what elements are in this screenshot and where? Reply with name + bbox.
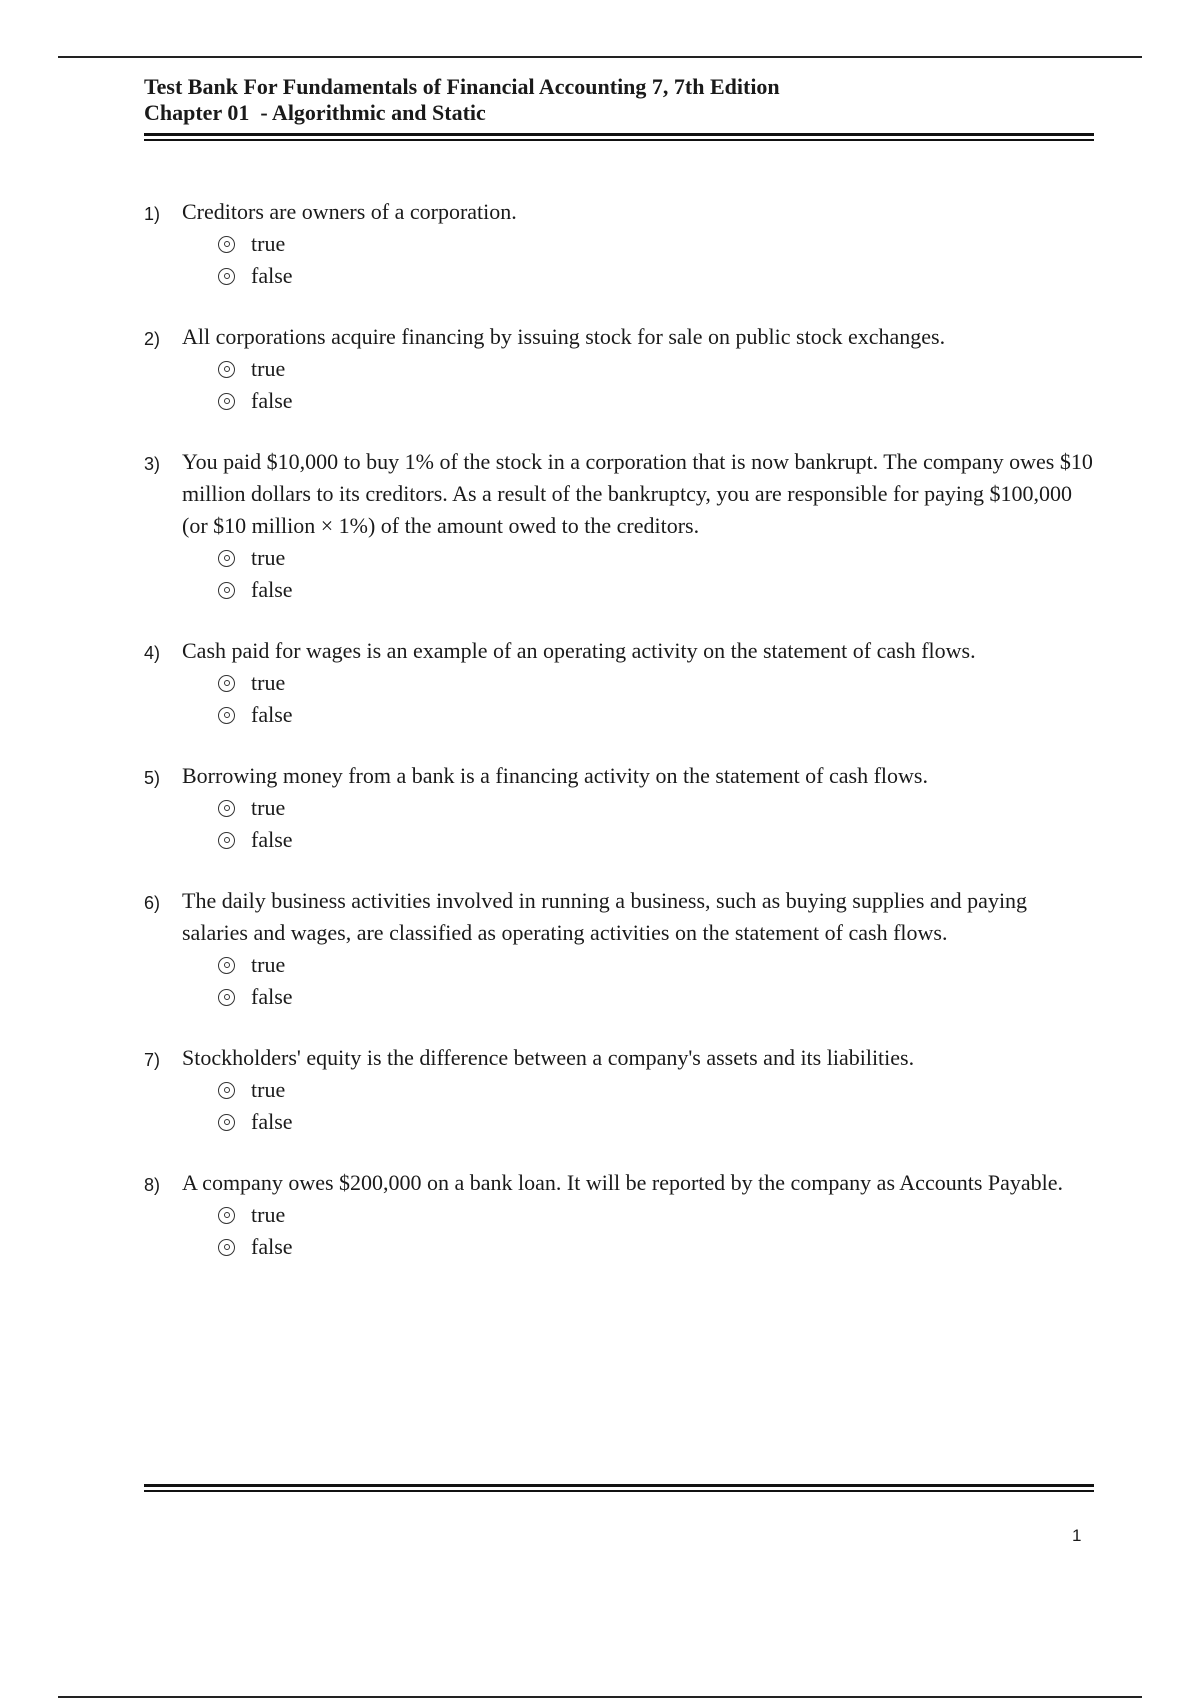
question-list [144, 196, 1094, 1292]
option-true[interactable] [218, 542, 1094, 574]
radio-button-icon[interactable] [218, 675, 235, 692]
question-text: Borrowing money from a bank is a financing activity on the statement of cash flows. [182, 763, 928, 788]
option-label: true [251, 1202, 286, 1227]
option-label: false [251, 1109, 293, 1134]
option-true[interactable] [218, 792, 1094, 824]
question-text: Cash paid for wages is an example of an operating activity on the statement of cash flows. [182, 638, 976, 663]
chapter-title: Chapter 01 - Algorithmic and Static [144, 100, 486, 125]
option-false[interactable] [218, 385, 1094, 417]
option-true[interactable] [218, 1199, 1094, 1231]
radio-button-icon[interactable] [218, 957, 235, 974]
option-label: false [251, 577, 293, 602]
answer-options [144, 228, 1094, 292]
question-text: Creditors are owners of a corporation. [182, 199, 517, 224]
question-number: 4) [144, 643, 161, 663]
option-true[interactable] [218, 353, 1094, 385]
option-true[interactable] [218, 1074, 1094, 1106]
page-number: 1 [1072, 1526, 1082, 1545]
question-number: 8) [144, 1175, 161, 1195]
header-divider [144, 133, 1094, 136]
option-label: true [251, 1077, 286, 1102]
option-label: false [251, 1234, 293, 1259]
option-true[interactable] [218, 228, 1094, 260]
radio-button-icon[interactable] [218, 236, 235, 253]
page-top-border [58, 56, 1142, 58]
option-label: false [251, 984, 293, 1009]
question-4 [144, 635, 1094, 731]
question-number: 6) [144, 893, 161, 913]
radio-button-icon[interactable] [218, 268, 235, 285]
option-false[interactable] [218, 260, 1094, 292]
option-label: false [251, 702, 293, 727]
question-1 [144, 196, 1094, 292]
question-text: Stockholders' equity is the difference between a company's assets and its liabilities. [182, 1045, 915, 1070]
option-false[interactable] [218, 824, 1094, 856]
option-label: true [251, 231, 286, 256]
option-label: false [251, 827, 293, 852]
document-title: Test Bank For Fundamentals of Financial Accounting 7, 7th Edition [144, 74, 780, 99]
question-number: 5) [144, 768, 161, 788]
question-number: 2) [144, 329, 161, 349]
answer-options [144, 667, 1094, 731]
question-5 [144, 760, 1094, 856]
answer-options [144, 1199, 1094, 1263]
radio-button-icon[interactable] [218, 361, 235, 378]
radio-button-icon[interactable] [218, 800, 235, 817]
question-number: 3) [144, 454, 161, 474]
answer-options [144, 792, 1094, 856]
question-8 [144, 1167, 1094, 1263]
question-7 [144, 1042, 1094, 1138]
radio-button-icon[interactable] [218, 550, 235, 567]
radio-button-icon[interactable] [218, 582, 235, 599]
option-false[interactable] [218, 574, 1094, 606]
question-6 [144, 885, 1094, 1013]
option-false[interactable] [218, 1231, 1094, 1263]
radio-button-icon[interactable] [218, 393, 235, 410]
question-number: 7) [144, 1050, 161, 1070]
question-2 [144, 321, 1094, 417]
option-true[interactable] [218, 667, 1094, 699]
radio-button-icon[interactable] [218, 1082, 235, 1099]
option-label: false [251, 388, 293, 413]
option-label: true [251, 670, 286, 695]
radio-button-icon[interactable] [218, 1239, 235, 1256]
answer-options [144, 949, 1094, 1013]
option-label: true [251, 545, 286, 570]
question-text: A company owes $200,000 on a bank loan. It will be reported by the company as Accounts Payable. [182, 1170, 1064, 1195]
option-false[interactable] [218, 981, 1094, 1013]
answer-options [144, 353, 1094, 417]
radio-button-icon[interactable] [218, 989, 235, 1006]
answer-options [144, 1074, 1094, 1138]
option-true[interactable] [218, 949, 1094, 981]
footer-divider [144, 1484, 1094, 1487]
page-bottom-border [58, 1696, 1142, 1698]
option-false[interactable] [218, 699, 1094, 731]
option-label: false [251, 263, 293, 288]
radio-button-icon[interactable] [218, 832, 235, 849]
question-3 [144, 446, 1094, 606]
radio-button-icon[interactable] [218, 1207, 235, 1224]
option-label: true [251, 952, 286, 977]
question-text: All corporations acquire financing by issuing stock for sale on public stock exchanges. [182, 324, 946, 349]
question-text: You paid $10,000 to buy 1% of the stock in a corporation that is now bankrupt. The company owes $10 million dollars to its creditors. As a result of the bankruptcy, you are responsible for paying $100,000 (or $10 million × 1%) of the amount owed to the creditors. [182, 449, 1093, 538]
document-header [144, 74, 1094, 126]
option-label: true [251, 795, 286, 820]
question-number: 1) [144, 204, 161, 224]
radio-button-icon[interactable] [218, 707, 235, 724]
option-label: true [251, 356, 286, 381]
option-false[interactable] [218, 1106, 1094, 1138]
answer-options [144, 542, 1094, 606]
question-text: The daily business activities involved in running a business, such as buying supplies and paying salaries and wages, are classified as operating activities on the statement of cash flows. [182, 888, 1028, 945]
radio-button-icon[interactable] [218, 1114, 235, 1131]
